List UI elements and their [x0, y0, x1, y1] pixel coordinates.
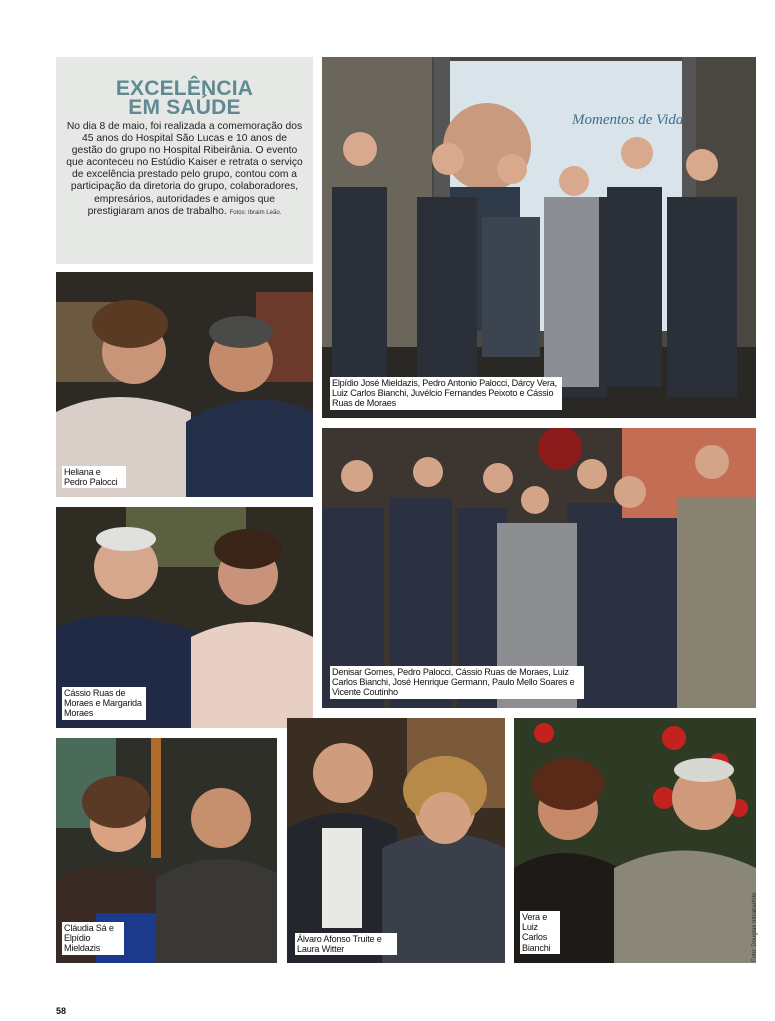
banner-text: Momentos de Vida	[572, 112, 684, 128]
photo-group-top-scene	[322, 57, 756, 418]
caption-vera: Vera e Luiz Carlos Bianchi	[520, 911, 560, 954]
caption-alvaro: Álvaro Afonso Truite e Laura Witter	[295, 933, 397, 955]
photo-heliana-scene	[56, 272, 313, 497]
intro-text: No dia 8 de maio, foi realizada a comemoração dos 45 anos do Hospital São Lucas e 10 anos de gestão do grupo no Hospital Ribeirânia. O evento que aconteceu no Estúdio Kaiser e retrata o serviço de excelência prestado pelo grupo, contou com a participação da diretoria do grupo, colaboradores, empresários, autoridades e amigos que prestigiaram anos de trabalho.	[66, 121, 303, 217]
photo-vera	[514, 718, 756, 963]
photo-credit-side: Foto: Douglas Intrabartolo	[752, 892, 758, 962]
caption-cassio: Cássio Ruas de Moraes e Margarida Moraes	[62, 687, 146, 720]
article-title	[66, 79, 303, 117]
title-line-1: EXCELÊNCIA	[115, 77, 254, 100]
intro-box	[56, 57, 313, 264]
photo-group-top	[322, 57, 756, 418]
photo-credit-intro: Fotos: Ibraim Leão.	[229, 209, 282, 216]
caption-claudia: Cláudia Sá e Elpídio Mieldazis	[62, 922, 124, 955]
photo-cassio	[56, 507, 313, 728]
title-line-2: EM SAÚDE	[128, 96, 241, 119]
intro-body	[66, 121, 303, 219]
caption-group-top: Elpídio José Mieldazis, Pedro Antonio Palocci, Dárcy Vera, Luiz Carlos Bianchi, Juvélcio Fernandes Peixoto e Cássio Ruas de Moraes	[330, 377, 562, 410]
caption-heliana: Heliana e Pedro Palocci	[62, 466, 126, 488]
photo-group-mid	[322, 428, 756, 708]
caption-group-mid: Denisar Gomes, Pedro Palocci, Cássio Ruas de Moraes, Luiz Carlos Bianchi, José Henrique Germann, Paulo Mello Soares e Vicente Coutinho	[330, 666, 584, 699]
page-number: 58	[56, 1006, 67, 1016]
photo-heliana	[56, 272, 313, 497]
photo-alvaro-scene	[287, 718, 505, 963]
photo-claudia	[56, 738, 277, 963]
photo-alvaro	[287, 718, 505, 963]
